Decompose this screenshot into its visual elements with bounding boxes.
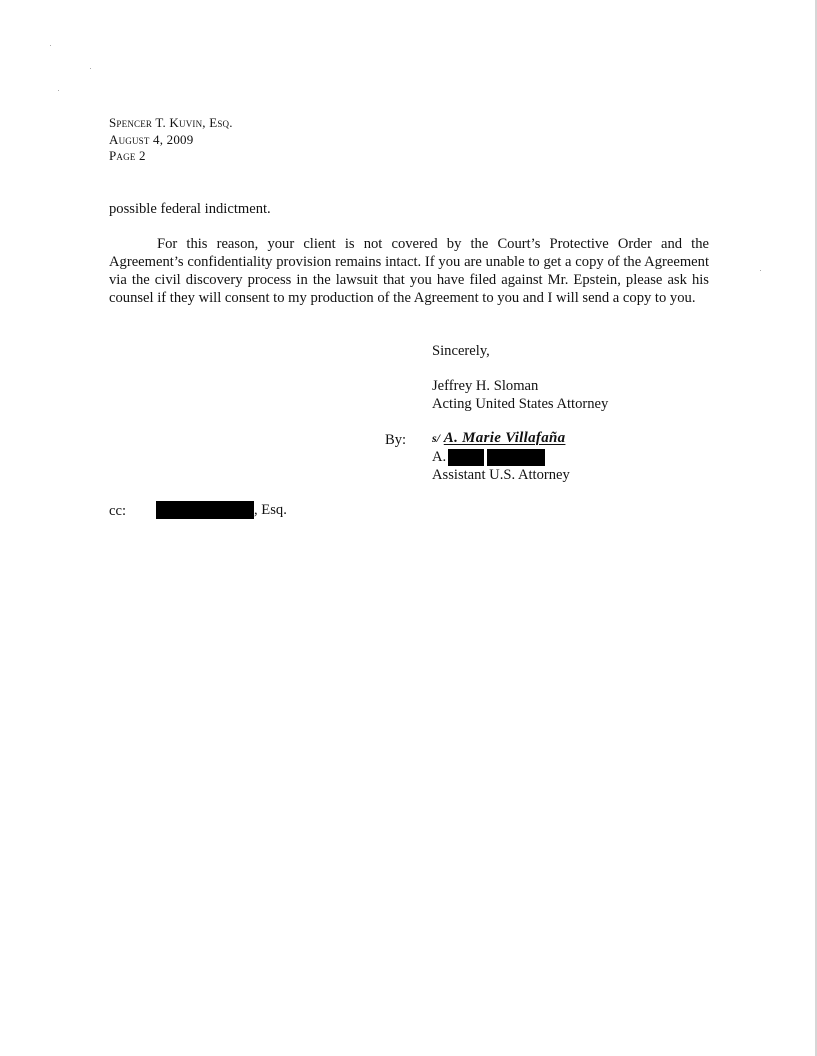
electronic-signature (432, 429, 565, 447)
body-paragraph-2: For this reason, your client is not covered by the Court’s Protective Order and the Agreement’s confidentiality provision remains intact. If you are unable to get a copy of the Agreement via the civil discovery process in the lawsuit that you have filed against Mr. Epstein, please ask his counsel if they will consent to my production of the Agreement to you and I will send a copy to you. (109, 236, 709, 306)
cc-label: cc: (109, 503, 127, 519)
scan-speck (58, 90, 59, 91)
signer-initial: A. (432, 449, 447, 465)
scan-speck (90, 68, 91, 69)
cc-suffix: , Esq. (254, 502, 287, 518)
signatory-name: Jeffrey H. Sloman (432, 378, 539, 394)
header-page-number: Page 2 (109, 148, 146, 163)
signer-name-line (432, 448, 545, 466)
header-date: August 4, 2009 (109, 131, 194, 147)
by-label: By: (385, 432, 407, 448)
signatory-title: Acting United States Attorney (432, 396, 609, 412)
signature-script: A. Marie Villafaña (443, 430, 566, 446)
redaction-bar (156, 501, 254, 519)
letter-header (109, 115, 233, 165)
scan-speck (50, 45, 51, 46)
body-paragraph-1: possible federal indictment. (109, 201, 271, 217)
redaction-bar (448, 449, 484, 466)
cc-recipient (156, 501, 287, 519)
signatory-block (432, 377, 608, 413)
signer-title: Assistant U.S. Attorney (432, 467, 570, 483)
salutation: Sincerely, (432, 343, 490, 359)
scan-speck (760, 270, 761, 271)
signature-prefix: s/ (432, 431, 441, 445)
redaction-bar (487, 449, 545, 466)
header-recipient: Spencer T. Kuvin, Esq. (109, 115, 233, 130)
